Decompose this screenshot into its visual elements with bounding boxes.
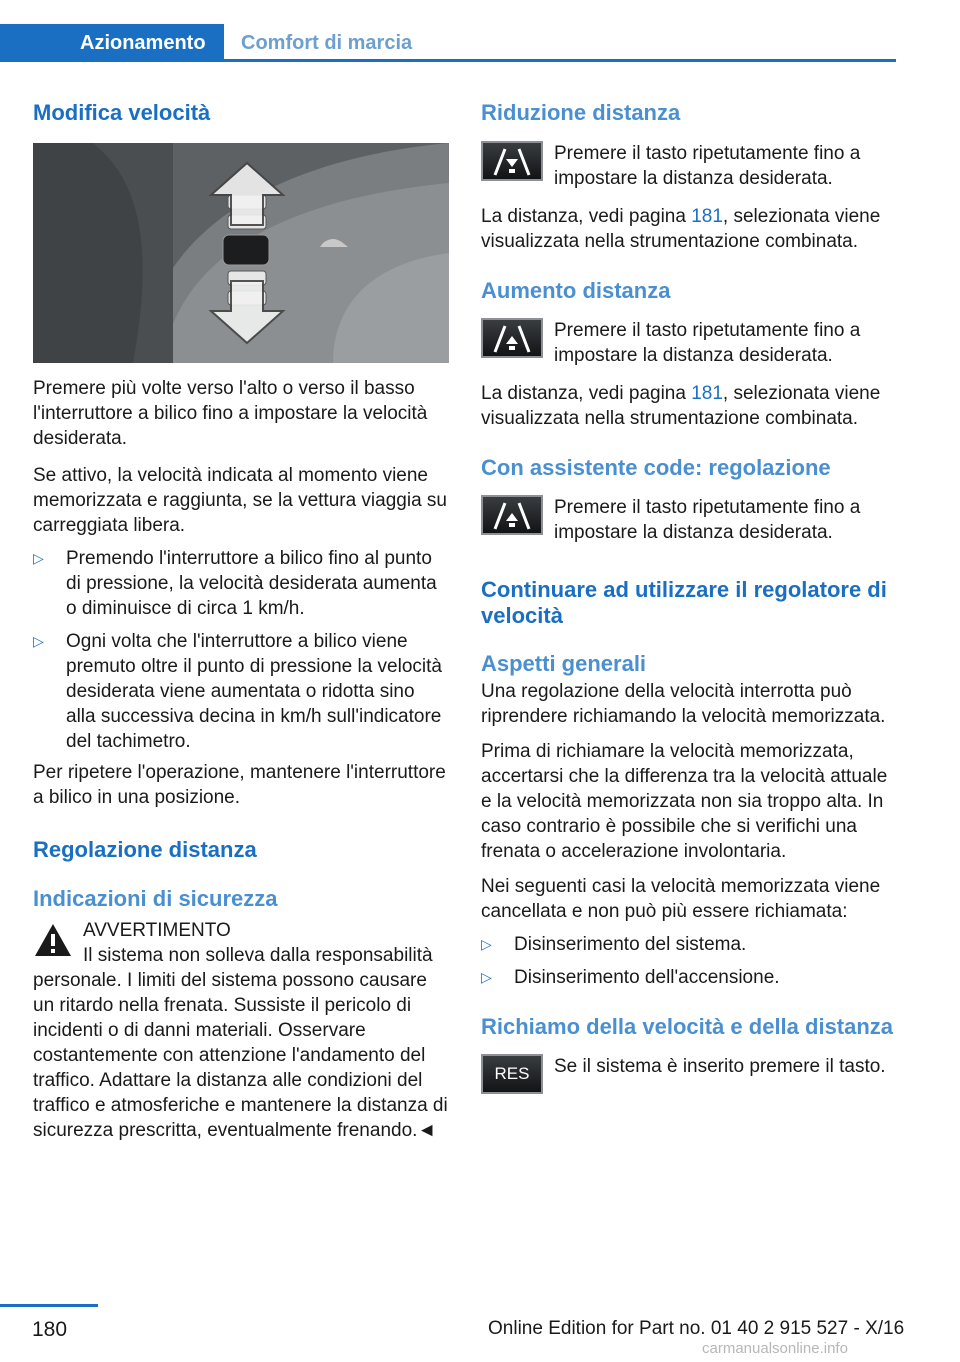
speed-bullet-list: [33, 546, 449, 754]
heading-regolazione-distanza: Regolazione distanza: [33, 837, 257, 862]
list-item: [481, 965, 897, 990]
watermark: carmanualsonline.info: [702, 1340, 848, 1357]
text-segment: La distanza, vedi pagina: [481, 383, 692, 404]
tab-azionamento[interactable]: Azionamento: [0, 24, 224, 62]
paragraph-general-1: Una regolazione della velocità interrotta può riprendere richiamando la velocità memorizzata.: [481, 681, 886, 727]
paragraph-distance-display-1: [481, 204, 897, 254]
left-column: [33, 100, 449, 1143]
heading-continuare-regolatore: Continuare ad utilizzare il regolatore di velocità: [481, 577, 887, 628]
triangle-bullet-icon: ▷: [33, 633, 44, 649]
list-item-text: Disinserimento del sistema.: [514, 934, 747, 955]
paragraph-rocker-switch: Premere più volte verso l'alto o verso il basso l'interruttore a bilico fino a impostare la velocità desiderata.: [33, 378, 428, 449]
distance-button-row: [481, 141, 897, 191]
right-column: [481, 100, 897, 1098]
distance-reduce-text: Premere il tasto ripetutamente fino a impostare la distanza desiderata.: [554, 143, 861, 189]
heading-indicazioni-sicurezza: Indicazioni di sicurezza: [33, 886, 278, 911]
distance-reduce-button: [481, 141, 543, 181]
distance-icon: [483, 320, 541, 356]
tab-comfort-di-marcia[interactable]: Comfort di marcia: [241, 32, 413, 54]
heading-assistente-code: Con assistente code: regolazione: [481, 455, 831, 480]
queue-assist-button: [481, 495, 543, 535]
res-button-row: [481, 1054, 897, 1098]
queue-assist-text: Premere il tasto ripetutamente fino a impostare la distanza desiderata.: [554, 497, 861, 543]
steering-wheel-rocker-illustration: [33, 143, 449, 363]
text-segment: La distanza, vedi pagina: [481, 206, 692, 227]
paragraph-general-3: Nei seguenti casi la velocità memorizzata viene cancellata e non può più essere richiamata:: [481, 876, 881, 922]
list-item: [33, 629, 449, 754]
triangle-bullet-icon: ▷: [481, 936, 492, 952]
distance-button-row: [481, 318, 897, 368]
footer-divider: [0, 1304, 98, 1307]
distance-icon: [483, 497, 541, 533]
list-item: [33, 546, 449, 621]
header-divider: [0, 59, 896, 62]
list-item-text: Disinserimento dell'accensione.: [514, 967, 780, 988]
warning-triangle-icon: [33, 922, 73, 958]
paragraph-general-2: Prima di richiamare la velocità memorizzata, accertarsi che la differenza tra la velocità attuale e la velocità memorizzata non sia troppo alta. In caso contrario è possibile che si verifichi una frenata o accelerazione involontaria.: [481, 741, 888, 862]
res-button: [481, 1054, 543, 1094]
distance-icon: [483, 143, 541, 179]
heading-modifica-velocita: Modifica velocità: [33, 100, 211, 125]
text-segment: , selezionata viene visualizzata nella strumentazione combinata.: [481, 383, 881, 429]
heading-richiamo-velocita: Richiamo della velocità e della distanza: [481, 1014, 894, 1039]
page-link-181[interactable]: 181: [691, 383, 723, 404]
warning-block: [33, 918, 449, 1143]
text-segment: , selezionata viene visualizzata nella strumentazione combinata.: [481, 206, 881, 252]
page-number: 180: [32, 1318, 68, 1341]
heading-aumento-distanza: Aumento distanza: [481, 278, 671, 303]
list-item: [481, 932, 897, 957]
res-button-text: Se il sistema è inserito premere il tasto.: [554, 1056, 886, 1077]
heading-aspetti-generali: Aspetti generali: [481, 651, 647, 676]
edition-text: Online Edition for Part no. 01 40 2 915 527 - X/16: [488, 1318, 905, 1339]
warning-text-body: personale. I limiti del sistema possono causare un ritardo nella frenata. Sussiste il pericolo di incidenti o di danni materiali. Osservare costantemente con attenzione l'andamento del traffico. Adattare la distanza alle condizioni del traffico e atmosferiche e mantenere la distanza di sicurezza prescritta, eventualmente frenando.◄: [33, 970, 448, 1141]
cancel-bullet-list: [481, 932, 897, 990]
triangle-bullet-icon: ▷: [33, 550, 44, 566]
paragraph-distance-display-2: [481, 381, 897, 431]
page-header: [0, 0, 896, 62]
list-item-text: Premendo l'interruttore a bilico fino al punto di pressione, la velocità desiderata aumenta o diminuisce di circa 1 km/h.: [66, 548, 437, 619]
steering-wheel-rocker-photo: [33, 143, 449, 363]
warning-text-first-line: Il sistema non solleva dalla responsabilità: [83, 945, 433, 966]
heading-riduzione-distanza: Riduzione distanza: [481, 100, 681, 125]
paragraph-repeat-operation: Per ripetere l'operazione, mantenere l'interruttore a bilico in una posizione.: [33, 762, 446, 808]
res-button-label: RES: [494, 1064, 530, 1083]
distance-button-row: [481, 495, 897, 545]
warning-heading: AVVERTIMENTO: [83, 920, 231, 941]
page-link-181[interactable]: 181: [691, 206, 723, 227]
paragraph-active-speed: Se attivo, la velocità indicata al momento viene memorizzata e raggiunta, se la vettura viaggia su carreggiata libera.: [33, 465, 447, 536]
triangle-bullet-icon: ▷: [481, 969, 492, 985]
list-item-text: Ogni volta che l'interruttore a bilico viene premuto oltre il punto di pressione la velocità desiderata viene aumentata o ridotta sino alla successiva decina in km/h sull'indicatore del tachimetro.: [66, 631, 442, 752]
distance-increase-text: Premere il tasto ripetutamente fino a impostare la distanza desiderata.: [554, 320, 861, 366]
distance-increase-button: [481, 318, 543, 358]
